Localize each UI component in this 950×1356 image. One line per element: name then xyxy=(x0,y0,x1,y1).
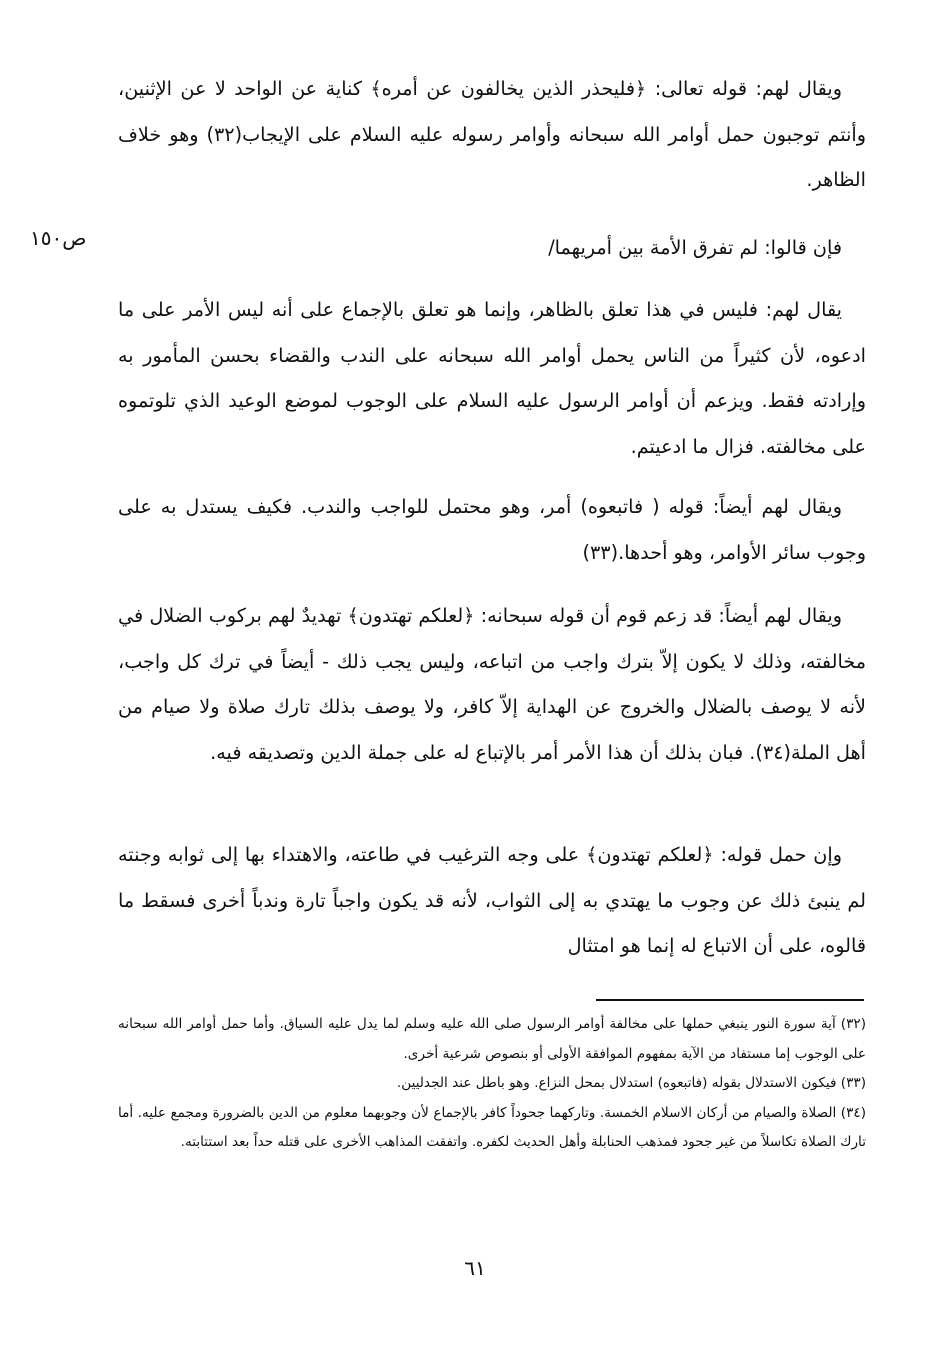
page-number: ٦١ xyxy=(464,1256,486,1280)
body-paragraph-3 xyxy=(118,287,866,469)
body-paragraph-1 xyxy=(118,66,866,203)
footnotes-section xyxy=(118,1010,866,1158)
footnote-32: (٣٢) آية سورة النور ينبغي حملها على مخالفة أوامر الرسول صلى الله عليه وسلم لما يدل عليه السياق. وأما حمل أوامر الله سبحانه على الوجوب إما مستفاد من الآية بمفهوم الموافقة الأولى أو بنصوص شرعية أخرى. xyxy=(118,1016,866,1062)
body-paragraph-6 xyxy=(118,832,866,969)
paragraph-text: وإن حمل قوله: ﴿لعلكم تهتدون﴾ على وجه الترغيب في طاعته، والاهتداء بها إلى ثوابه وجنته لم ينبئ ذلك عن وجوب ما يهتدي به إلى الثواب، لأنه قد يكون واجباً تارة وندباً أخرى فسقط ما قالوه، على أن الاتباع له إنما هو امتثال xyxy=(118,843,866,957)
body-paragraph-4 xyxy=(118,484,866,575)
footnote-33: (٣٣) فيكون الاستدلال بقوله (فاتبعوه) استدلال بمحل النزاع. وهو باطل عند الجدليين. xyxy=(396,1075,866,1091)
paragraph-text: فإن قالوا: لم تفرق الأمة بين أمريهما/ xyxy=(548,236,842,259)
margin-page-reference: ص١٥٠ xyxy=(30,226,87,250)
paragraph-text: ويقال لهم أيضاً: قوله ( فاتبعوه) أمر، وهو محتمل للواجب والندب. فكيف يستدل به على وجوب سائر الأوامر، وهو أحدها.(٣٣) xyxy=(118,495,866,564)
footnote-separator xyxy=(596,999,864,1001)
body-paragraph-2 xyxy=(118,225,866,271)
body-paragraph-5 xyxy=(118,593,866,775)
paragraph-text: ويقال لهم: قوله تعالى: ﴿فليحذر الذين يخالفون عن أمره﴾ كناية عن الواحد لا عن الإثنين، وأنتم توجبون حمل أوامر الله سبحانه وأوامر رسوله عليه السلام على الإيجاب(٣٢) وهو خلاف الظاهر. xyxy=(118,77,867,191)
paragraph-text: ويقال لهم أيضاً: قد زعم قوم أن قوله سبحانه: ﴿لعلكم تهتدون﴾ تهديدٌ لهم بركوب الضلال في مخالفته، وذلك لا يكون إلاّ بترك واجب من اتباعه، وليس يجب ذلك - أيضاً في ترك كل واجب، لأنه لا يوصف بالضلال والخروج عن الهداية إلاّ كافر، ولا يوصف بذلك تارك صلاة ولا صيام من أهل الملة(٣٤). فبان بذلك أن هذا الأمر أمر بالإتباع له على جملة الدين وتصديقه فيه. xyxy=(118,604,866,764)
footnote-34: (٣٤) الصلاة والصيام من أركان الاسلام الخمسة. وتاركهما جحوداً كافر بالإجماع لأن وجوبهما معلوم من الدين بالضرورة ومجمع عليه. أما تارك الصلاة تكاسلاً من غير جحود فمذهب الحنابلة وأهل الحديث لكفره. واتفقت المذاهب الأخرى على قتله حداً بعد استتابته. xyxy=(118,1104,866,1150)
paragraph-text: يقال لهم: فليس في هذا تعلق بالظاهر، وإنما هو تعلق بالإجماع على أنه ليس الأمر على ما ادعوه، لأن كثيراً من الناس يحمل أوامر الله سبحانه على الندب والقضاء بحسن المأمور به وإرادته فقط. ويزعم أن أوامر الرسول عليه السلام على الوجوب لموضع الوعيد الذي تلوتموه على مخالفته. فزال ما ادعيتم. xyxy=(118,298,866,458)
